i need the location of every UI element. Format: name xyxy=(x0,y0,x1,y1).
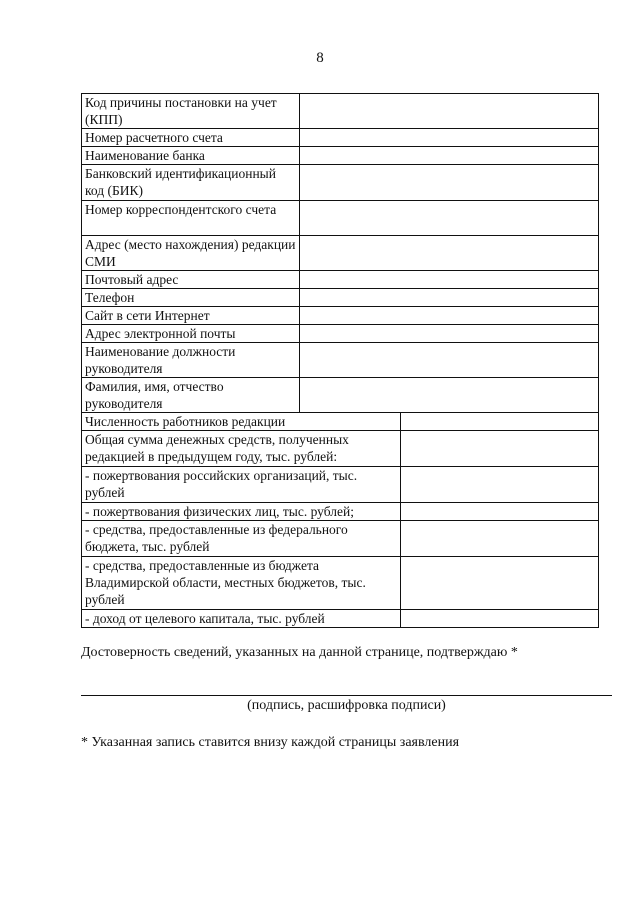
table-row xyxy=(82,413,599,431)
row-label-individual-donations: - пожертвования физических лиц, тыс. рублей; xyxy=(82,503,401,521)
row-label-bank-name: Наименование банка xyxy=(82,147,300,165)
table-row xyxy=(82,343,599,378)
row-label-russian-orgs-donations: - пожертвования российских организаций, тыс. рублей xyxy=(82,467,401,503)
row-label-staff-count: Численность работников редакции xyxy=(82,413,401,431)
row-value-staff-count[interactable] xyxy=(401,413,599,431)
row-label-email: Адрес электронной почты xyxy=(82,325,300,343)
row-label-postal-address: Почтовый адрес xyxy=(82,271,300,289)
row-label-regional-budget: - средства, предоставленные из бюджета Владимирской области, местных бюджетов, тыс. рублей xyxy=(82,557,401,610)
row-label-media-address: Адрес (место нахождения) редакции СМИ xyxy=(82,236,300,271)
row-value-account-number[interactable] xyxy=(300,129,599,147)
table-row xyxy=(82,378,599,413)
row-label-total-funds: Общая сумма денежных средств, полученных редакцией в предыдущем году, тыс. рублей: xyxy=(82,431,401,467)
table-row xyxy=(82,147,599,165)
table-row xyxy=(82,165,599,201)
confirmation-text: Достоверность сведений, указанных на данной странице, подтверждаю * xyxy=(81,645,518,660)
row-value-email[interactable] xyxy=(300,325,599,343)
table-row xyxy=(82,521,599,557)
table-row xyxy=(82,610,599,628)
row-label-bik: Банковский идентификационный код (БИК) xyxy=(82,165,300,201)
table-row xyxy=(82,503,599,521)
row-label-phone: Телефон xyxy=(82,289,300,307)
row-value-head-position[interactable] xyxy=(300,343,599,378)
row-value-website[interactable] xyxy=(300,307,599,325)
row-value-kpp[interactable] xyxy=(300,94,599,129)
form-table xyxy=(81,93,599,628)
row-value-bik[interactable] xyxy=(300,165,599,201)
row-value-regional-budget[interactable] xyxy=(401,557,599,610)
row-label-account-number: Номер расчетного счета xyxy=(82,129,300,147)
table-row xyxy=(82,271,599,289)
table-row xyxy=(82,557,599,610)
row-label-endowment-income: - доход от целевого капитала, тыс. рублей xyxy=(82,610,401,628)
table-row xyxy=(82,289,599,307)
row-value-media-address[interactable] xyxy=(300,236,599,271)
footnote: * Указанная запись ставится внизу каждой страницы заявления xyxy=(81,735,460,750)
table-row xyxy=(82,325,599,343)
table-row xyxy=(82,201,599,236)
row-value-correspondent-account[interactable] xyxy=(300,201,599,236)
row-label-head-name: Фамилия, имя, отчество руководителя xyxy=(82,378,300,413)
row-label-federal-budget: - средства, предоставленные из федерального бюджета, тыс. рублей xyxy=(82,521,401,557)
row-value-endowment-income[interactable] xyxy=(401,610,599,628)
row-value-individual-donations[interactable] xyxy=(401,503,599,521)
row-label-correspondent-account: Номер корреспондентского счета xyxy=(82,201,300,236)
table-row xyxy=(82,431,599,467)
row-value-russian-orgs-donations[interactable] xyxy=(401,467,599,503)
page-number: 8 xyxy=(316,50,324,66)
table-row xyxy=(82,129,599,147)
table-row xyxy=(82,94,599,129)
signature-line xyxy=(81,695,612,696)
row-value-postal-address[interactable] xyxy=(300,271,599,289)
row-label-kpp: Код причины постановки на учет (КПП) xyxy=(82,94,300,129)
row-label-head-position: Наименование должности руководителя xyxy=(82,343,300,378)
signature-caption: (подпись, расшифровка подписи) xyxy=(247,698,446,713)
table-row xyxy=(82,307,599,325)
row-value-bank-name[interactable] xyxy=(300,147,599,165)
row-value-federal-budget[interactable] xyxy=(401,521,599,557)
row-value-head-name[interactable] xyxy=(300,378,599,413)
row-value-total-funds[interactable] xyxy=(401,431,599,467)
table-row xyxy=(82,236,599,271)
row-value-phone[interactable] xyxy=(300,289,599,307)
table-row xyxy=(82,467,599,503)
row-label-website: Сайт в сети Интернет xyxy=(82,307,300,325)
